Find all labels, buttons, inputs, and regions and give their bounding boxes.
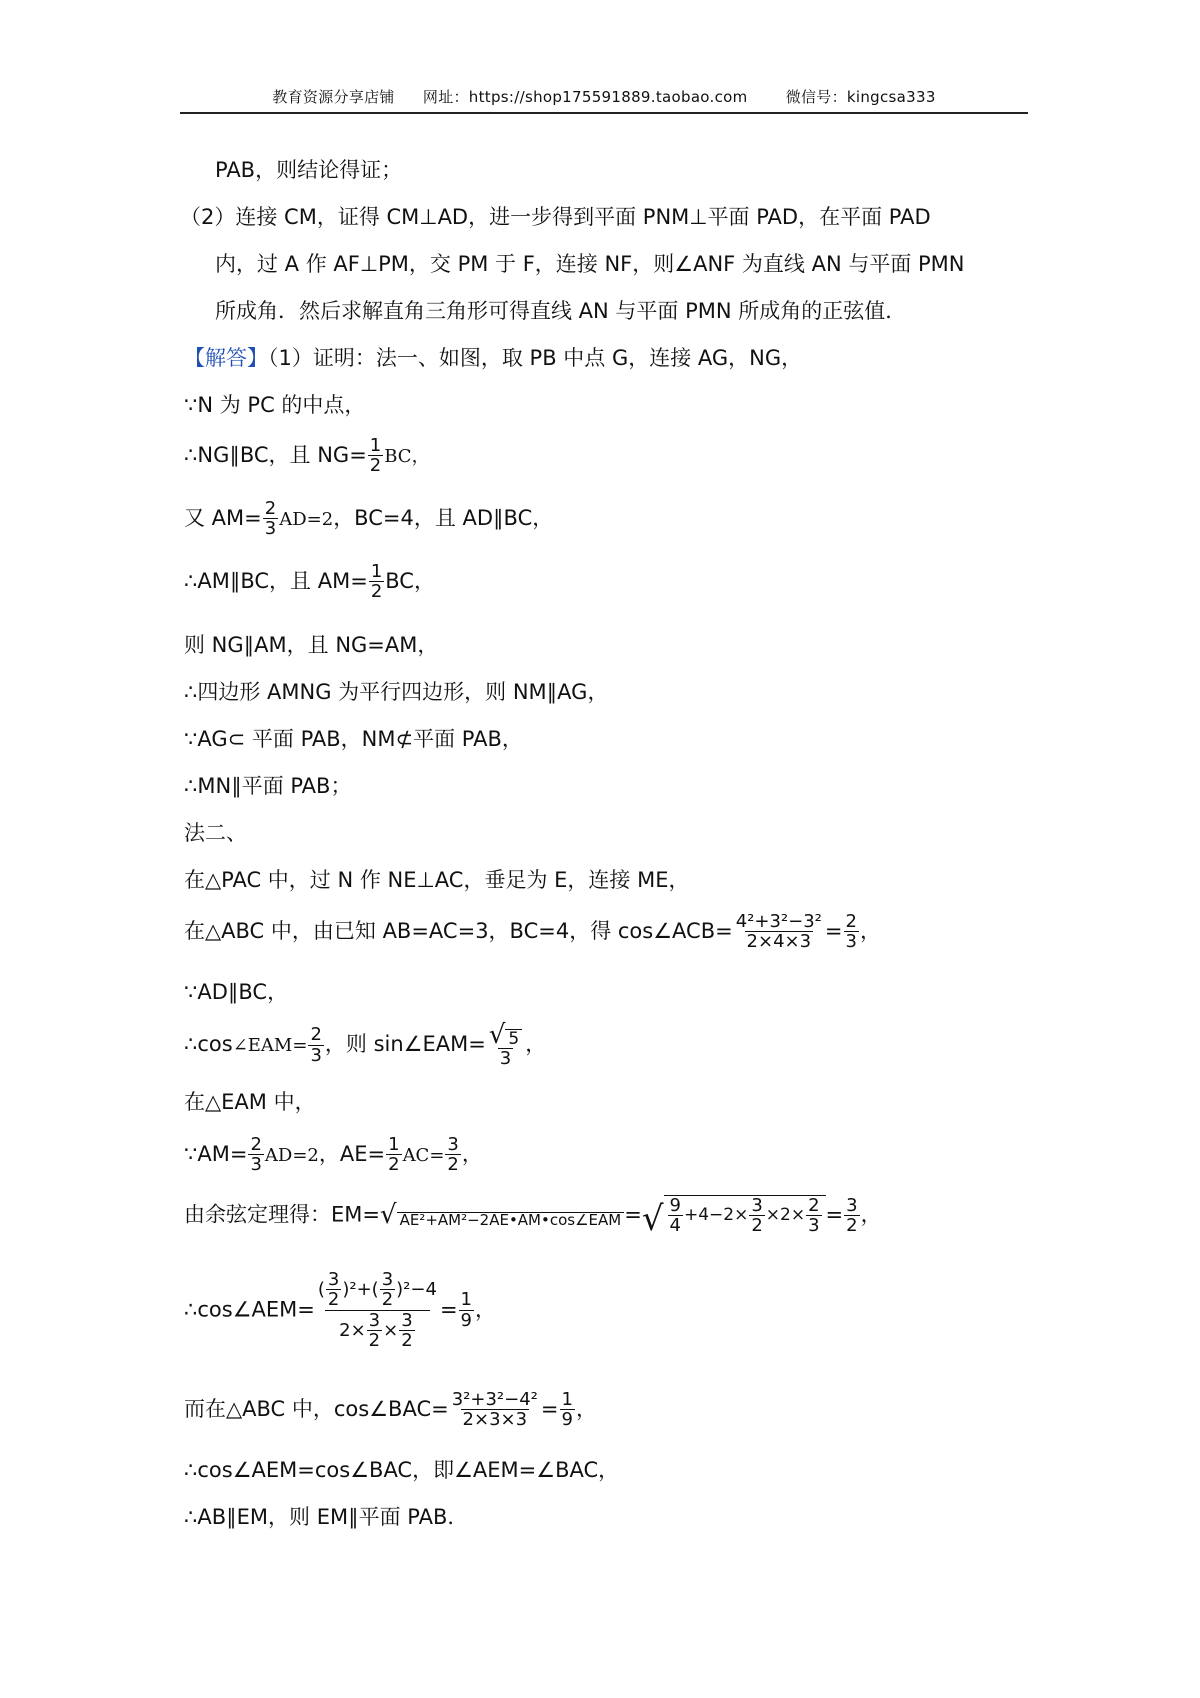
site-label: 网址： xyxy=(422,88,469,106)
text-line: 所成角．然后求解直角三角形可得直线 AN 与平面 PMN 所成角的正弦值． xyxy=(215,299,907,323)
text-segment: AD=2 xyxy=(279,508,334,530)
text-line: ∵AD∥BC， xyxy=(184,980,289,1004)
text-segment: ∴AM∥BC，且 AM= xyxy=(184,568,368,593)
text-segment: 又 AM= xyxy=(184,505,262,530)
text-segment: 在△ABC 中，由已知 AB=AC=3，BC=4，得 cos∠ACB= xyxy=(184,918,733,943)
formula-line: 由余弦定理得：EM= √ AE²+AM²−2AE•AM•cos∠EAM = √ $\frac{9}{4}$ +4−2× $\frac{3}{2}$ ×2× $\frac{2}{3}$ = $\frac{3}{2}$ ， xyxy=(184,1194,882,1239)
text-segment: 由余弦定理得：EM= xyxy=(184,1202,380,1227)
text-line: ∴AB∥EM，则 EM∥平面 PAB． xyxy=(184,1505,469,1529)
formula-line xyxy=(184,499,553,539)
text-segment: BC， xyxy=(385,568,435,593)
text-segment: BC， xyxy=(384,445,430,467)
sqrt-symbol: √ 5 xyxy=(489,1022,522,1048)
formula-line: 而在△ABC 中，cos∠BAC= $\frac{\text{3²+3²−4²}}{2\times 3\times 3}$ = $\frac{1}{9}$ ， xyxy=(184,1389,597,1431)
wechat-id: kingcsa333 xyxy=(846,88,936,106)
fraction: $\frac{2}{3}$ xyxy=(845,911,857,953)
solution-tag: 【解答】 xyxy=(184,346,268,370)
fraction: $\frac{1}{2}$ xyxy=(369,435,382,477)
text-segment: ，AE= xyxy=(318,1141,386,1166)
fraction: $\frac{2}{3}$ xyxy=(808,1195,820,1237)
fraction: $\frac{3}{2}$ xyxy=(846,1194,858,1236)
sqrt-symbol: √ $\frac{9}{4}$ +4−2× $\frac{3}{2}$ ×2× $\frac{2}{3}$ xyxy=(642,1195,826,1236)
text-line: 在△PAC 中，过 N 作 NE⊥AC，垂足为 E，连接 ME， xyxy=(184,868,690,892)
text-segment: ∠EAM= xyxy=(232,1035,308,1057)
text-segment: ∵AM= xyxy=(184,1141,248,1166)
text-segment: ∴NG∥BC，且 NG= xyxy=(184,442,367,467)
fraction: $\frac{3}{2}$ xyxy=(751,1195,763,1237)
wechat-label: 微信号： xyxy=(785,88,847,106)
fraction: √ 5 3 xyxy=(487,1022,524,1068)
fraction: $\frac{3}{2}$ xyxy=(447,1134,459,1176)
fraction: $\frac{1}{9}$ xyxy=(460,1289,472,1331)
text-segment: ，则 sin∠EAM= xyxy=(324,1032,486,1057)
text-line: 内，过 A 作 AF⊥PM，交 PM 于 F，连接 NF，则∠ANF 为直线 AN 与平面 PMN xyxy=(215,252,965,276)
fraction: ( $\frac{3}{2}$ )²+( $\frac{3}{2}$ )²−4 2× $\frac{3}{2}$ × $\frac{3}{2}$ xyxy=(317,1269,437,1352)
text-line: 则 NG∥AM，且 NG=AM， xyxy=(184,633,439,657)
text-line: ∴MN∥平面 PAB； xyxy=(184,774,352,798)
sqrt-symbol: √ AE²+AM²−2AE•AM•cos∠EAM xyxy=(380,1202,624,1228)
solution-line xyxy=(184,348,802,369)
fraction: $\frac{2}{3}$ xyxy=(264,498,277,540)
fraction: $\frac{9}{4}$ xyxy=(669,1195,681,1237)
fraction: $\frac{2}{3}$ xyxy=(250,1134,262,1176)
fraction: $\frac{1}{2}$ xyxy=(388,1134,400,1176)
fraction: $\frac{2}{3}$ xyxy=(310,1024,322,1066)
text-segment: ，BC=4，且 AD∥BC， xyxy=(333,505,554,530)
formula-line xyxy=(184,562,435,602)
formula-line: 在△ABC 中，由已知 AB=AC=3，BC=4，得 cos∠ACB= $\frac{\text{4²+3²−3²}}{2\times 4\times 3}$ = $\frac{2}{3}$ ， xyxy=(184,911,881,953)
formula-line: ∵AM= $\frac{2}{3}$ AD=2，AE= $\frac{1}{2}$ AC= $\frac{3}{2}$ ， xyxy=(184,1134,483,1176)
text-line: ∵AG⊂ 平面 PAB，NM⊄平面 PAB， xyxy=(184,727,523,751)
formula-line xyxy=(184,436,430,476)
text-line: （2）连接 CM，证得 CM⊥AD，进一步得到平面 PNM⊥平面 PAD，在平面 PAD xyxy=(180,205,931,229)
formula-line: ∴cos∠EAM= $\frac{2}{3}$ ，则 sin∠EAM= √ 5 3 ， xyxy=(184,1020,547,1069)
page-header xyxy=(180,86,1028,114)
text-line: PAB，则结论得证； xyxy=(215,158,403,182)
fraction: $\frac{1}{9}$ xyxy=(561,1389,573,1431)
text-line: ∴cos∠AEM=cos∠BAC，即∠AEM=∠BAC， xyxy=(184,1458,620,1482)
shop-name: 教育资源分享店铺 xyxy=(272,88,395,106)
text-line: 法二、 xyxy=(184,821,247,845)
text-line: 在△EAM 中， xyxy=(184,1090,316,1114)
text-segment: AD=2 xyxy=(264,1144,319,1166)
text-segment: （1）证明：法一、如图，取 PB 中点 G，连接 AG，NG， xyxy=(268,346,803,370)
text-segment: ∴cos∠AEM= xyxy=(184,1297,315,1322)
fraction: $\frac{\text{4²+3²−3²}}{2\times 4\times 3}$ xyxy=(735,911,822,953)
formula-line: ∴cos∠AEM= ( $\frac{3}{2}$ )²+( $\frac{3}{2}$ )²−4 2× $\frac{3}{2}$ × $\frac{3}{2}$ = $\frac{1}{9}$ ， xyxy=(184,1269,496,1352)
text-line: ∵N 为 PC 的中点， xyxy=(184,393,366,417)
fraction: $\frac{1}{2}$ xyxy=(370,561,383,603)
text-segment: AC= xyxy=(402,1144,445,1166)
text-segment: ∴cos xyxy=(184,1032,233,1057)
fraction: $\frac{\text{3²+3²−4²}}{2\times 3\times 3}$ xyxy=(451,1389,538,1431)
site-url: https://shop175591889.taobao.com xyxy=(468,88,748,106)
text-line: ∴四边形 AMNG 为平行四边形，则 NM∥AG， xyxy=(184,680,609,704)
text-segment: 而在△ABC 中，cos∠BAC= xyxy=(184,1396,449,1421)
